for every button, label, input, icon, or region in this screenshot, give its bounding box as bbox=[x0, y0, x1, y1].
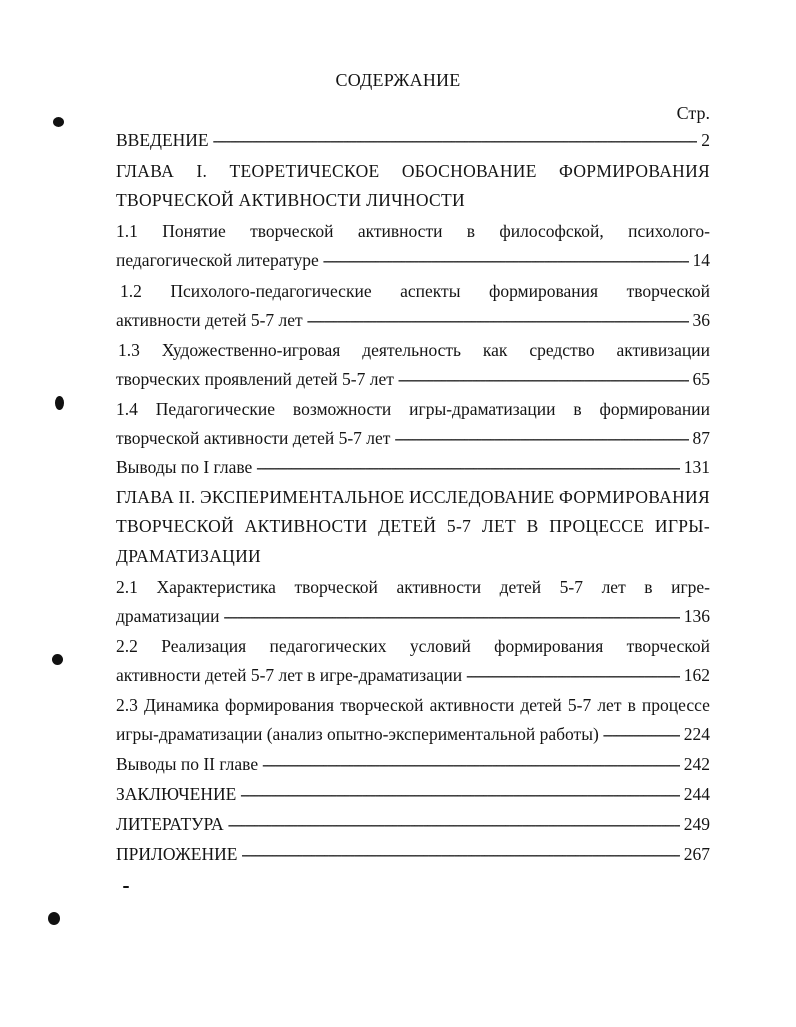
word: ИГРЫ- bbox=[654, 516, 710, 536]
toc-entry-literature[interactable] bbox=[116, 810, 710, 838]
dot-leader bbox=[323, 246, 689, 274]
page-column-label: Стр. bbox=[676, 103, 710, 123]
toc-entry-2-3-line1[interactable] bbox=[116, 691, 710, 719]
word: формирования bbox=[488, 281, 599, 301]
entry-page: 267 bbox=[683, 844, 710, 864]
word: формирования bbox=[224, 695, 335, 715]
toc-entry-2-3-line2[interactable] bbox=[116, 720, 710, 748]
word: условий bbox=[409, 636, 471, 656]
toc-entry-1-4-line2[interactable] bbox=[116, 424, 710, 452]
word: Понятие bbox=[162, 221, 226, 241]
toc-entry-2-2-line2[interactable] bbox=[116, 661, 710, 689]
word: ТЕОРЕТИЧЕСКОЕ bbox=[229, 161, 380, 181]
scan-mark bbox=[123, 886, 129, 888]
dot-leader bbox=[241, 840, 679, 868]
word: в bbox=[627, 695, 636, 715]
entry-page: 244 bbox=[683, 784, 710, 804]
word: возможности bbox=[292, 399, 392, 419]
toc-entry-1-3-line2[interactable] bbox=[116, 365, 710, 393]
toc-entry-1-1-line2[interactable] bbox=[116, 246, 710, 274]
word: 5-7 bbox=[446, 516, 472, 536]
toc-entry-1-2-line1[interactable] bbox=[120, 277, 710, 305]
entry-text: драматизации bbox=[116, 606, 220, 626]
word: ДЕТЕЙ bbox=[378, 516, 437, 536]
entry-page: 131 bbox=[683, 457, 710, 477]
word: АКТИВНОСТИ bbox=[244, 516, 368, 536]
word: I. bbox=[196, 161, 208, 181]
word: детей bbox=[520, 695, 562, 715]
word: Реализация bbox=[161, 636, 247, 656]
word: активности bbox=[429, 695, 515, 715]
dot-leader bbox=[256, 453, 679, 481]
entry-page: 2 bbox=[701, 130, 710, 150]
word: в bbox=[573, 399, 582, 419]
word: активности bbox=[396, 577, 482, 597]
word: ОБОСНОВАНИЕ bbox=[401, 161, 537, 181]
word: деятельность bbox=[362, 340, 462, 360]
word: творческой bbox=[626, 281, 710, 301]
entry-page: 249 bbox=[683, 814, 710, 834]
scan-mark bbox=[48, 912, 60, 925]
toc-entry-2-1-line1[interactable] bbox=[116, 573, 710, 601]
word: формировании bbox=[599, 399, 710, 419]
word: 1.1 bbox=[116, 221, 138, 241]
word: 5-7 bbox=[559, 577, 583, 597]
word: Художественно-игровая bbox=[161, 340, 341, 360]
dot-leader bbox=[228, 810, 680, 838]
word: 1.3 bbox=[118, 340, 140, 360]
word: Динамика bbox=[143, 695, 219, 715]
chapter2-heading-line1[interactable] bbox=[116, 483, 710, 511]
entry-text: ПРИЛОЖЕНИЕ bbox=[116, 844, 238, 864]
entry-text: педагогической литературе bbox=[116, 250, 319, 270]
dot-leader bbox=[240, 780, 679, 808]
word: ЛЕТ bbox=[481, 516, 516, 536]
entry-page: 14 bbox=[692, 250, 710, 270]
entry-page: 242 bbox=[683, 754, 710, 774]
word: 1.2 bbox=[120, 281, 142, 301]
scan-mark bbox=[52, 654, 63, 665]
toc-entry-1-3-line1[interactable] bbox=[118, 336, 710, 364]
chapter1-heading-line1[interactable] bbox=[116, 157, 710, 185]
dot-leader bbox=[466, 661, 680, 689]
word: ФОРМИРОВАНИЯ bbox=[559, 487, 710, 507]
dot-leader bbox=[307, 306, 689, 334]
dot-leader bbox=[262, 750, 680, 778]
toc-entry-2-1-line2[interactable] bbox=[116, 602, 710, 630]
word: 5-7 bbox=[567, 695, 592, 715]
word: педагогических bbox=[269, 636, 387, 656]
entry-text: ЛИТЕРАТУРА bbox=[116, 814, 224, 834]
dot-leader bbox=[223, 602, 679, 630]
entry-page: 136 bbox=[683, 606, 710, 626]
word: ГЛАВА bbox=[116, 487, 175, 507]
chapter1-heading-line2[interactable]: ТВОРЧЕСКОЙ АКТИВНОСТИ ЛИЧНОСТИ bbox=[116, 190, 465, 210]
word: ГЛАВА bbox=[116, 161, 175, 181]
entry-page: 224 bbox=[683, 724, 710, 744]
word: психолого- bbox=[628, 221, 710, 241]
toc-entry-conclusions-2[interactable] bbox=[116, 750, 710, 778]
word: ЭКСПЕРИМЕНТАЛЬНОЕ bbox=[200, 487, 405, 507]
entry-page: 65 bbox=[692, 369, 710, 389]
word: Психолого-педагогические bbox=[170, 281, 372, 301]
entry-page: 87 bbox=[692, 428, 710, 448]
toc-entry-conclusion[interactable] bbox=[116, 780, 710, 808]
toc-entry-2-2-line1[interactable] bbox=[116, 632, 710, 660]
entry-text: активности детей 5-7 лет bbox=[116, 310, 303, 330]
word: 1.4 bbox=[116, 399, 138, 419]
word: 2.3 bbox=[116, 695, 138, 715]
word: творческой bbox=[340, 695, 424, 715]
word: игре- bbox=[671, 577, 710, 597]
word: ИССЛЕДОВАНИЕ bbox=[409, 487, 555, 507]
chapter2-heading-line2[interactable] bbox=[116, 512, 710, 540]
scan-mark bbox=[53, 117, 64, 127]
word: активизации bbox=[616, 340, 710, 360]
chapter2-heading-line3[interactable]: ДРАМАТИЗАЦИИ bbox=[116, 546, 261, 566]
entry-text: игры-драматизации (анализ опытно-экспериментальной работы) bbox=[116, 724, 599, 744]
word: 2.2 bbox=[116, 636, 138, 656]
entry-text: творческих проявлений детей 5-7 лет bbox=[116, 369, 394, 389]
word: процессе bbox=[641, 695, 710, 715]
toc-entry-1-4-line1[interactable] bbox=[116, 395, 710, 423]
toc-entry-1-1-line1[interactable] bbox=[116, 217, 710, 245]
entry-page: 162 bbox=[683, 665, 710, 685]
word: В bbox=[526, 516, 539, 536]
entry-text: ВВЕДЕНИЕ bbox=[116, 130, 209, 150]
entry-text: активности детей 5-7 лет в игре-драматизации bbox=[116, 665, 463, 685]
word: средство bbox=[529, 340, 595, 360]
word: аспекты bbox=[400, 281, 461, 301]
dot-leader bbox=[213, 126, 698, 154]
word: II. bbox=[178, 487, 196, 507]
word: детей bbox=[499, 577, 542, 597]
word: творческой bbox=[250, 221, 334, 241]
entry-text: Выводы по II главе bbox=[116, 754, 259, 774]
word: активности bbox=[357, 221, 443, 241]
entry-text: ЗАКЛЮЧЕНИЕ bbox=[116, 784, 237, 804]
word: творческой bbox=[294, 577, 378, 597]
word: Педагогические bbox=[155, 399, 276, 419]
word: ФОРМИРОВАНИЯ bbox=[559, 161, 710, 181]
word: ТВОРЧЕСКОЙ bbox=[116, 516, 234, 536]
entry-text: Выводы по I главе bbox=[116, 457, 253, 477]
word: лет bbox=[601, 577, 626, 597]
scan-mark bbox=[55, 396, 64, 410]
word: 2.1 bbox=[116, 577, 138, 597]
word: в bbox=[466, 221, 476, 241]
word: философской, bbox=[499, 221, 604, 241]
toc-entry-intro[interactable] bbox=[116, 126, 710, 154]
word: творческой bbox=[626, 636, 710, 656]
entry-page: 36 bbox=[692, 310, 710, 330]
toc-entry-1-2-line2[interactable] bbox=[116, 306, 710, 334]
dot-leader bbox=[603, 720, 680, 748]
page-title: СОДЕРЖАНИЕ bbox=[335, 70, 461, 90]
toc-entry-appendix[interactable] bbox=[116, 840, 710, 868]
dot-leader bbox=[394, 424, 688, 452]
toc-entry-conclusions-1[interactable] bbox=[116, 453, 710, 481]
word: ПРОЦЕССЕ bbox=[549, 516, 645, 536]
word: как bbox=[482, 340, 508, 360]
word: лет bbox=[597, 695, 622, 715]
word: в bbox=[644, 577, 653, 597]
word: игры-драматизации bbox=[409, 399, 556, 419]
dot-leader bbox=[398, 365, 689, 393]
entry-text: творческой активности детей 5-7 лет bbox=[116, 428, 391, 448]
word: Характеристика bbox=[156, 577, 276, 597]
word: формирования bbox=[494, 636, 604, 656]
